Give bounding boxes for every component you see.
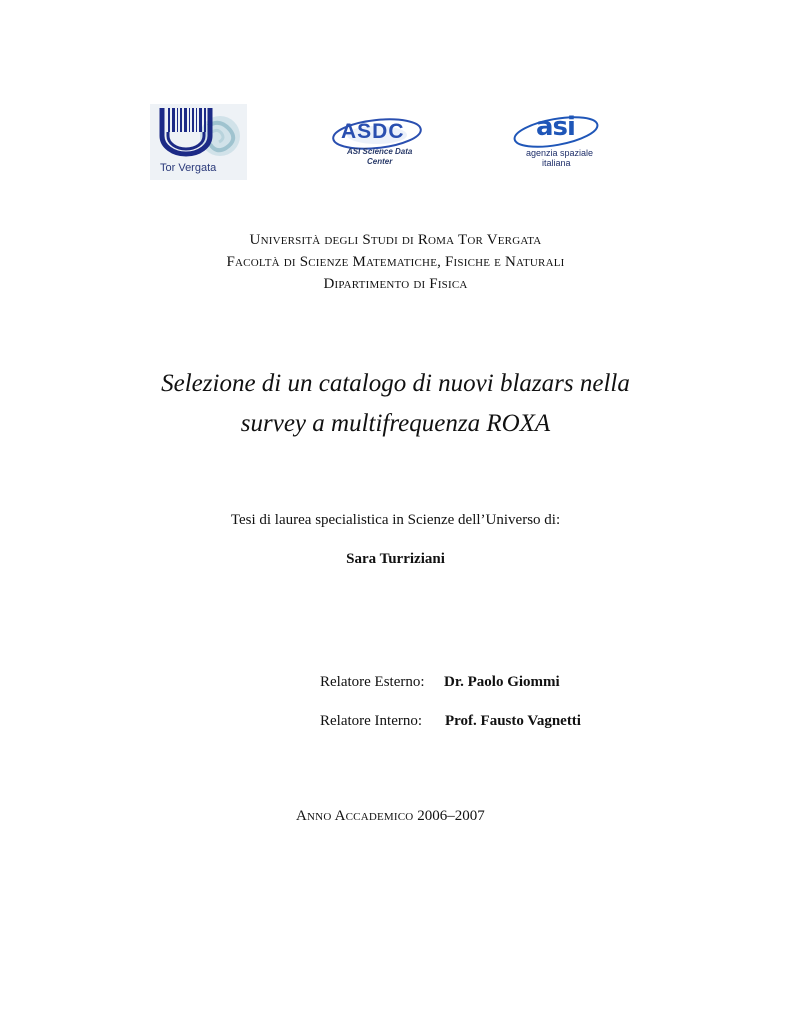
- internal-supervisor-label: Relatore Interno:: [320, 713, 423, 729]
- thesis-title-line1: Selezione di un catalogo di nuovi blazars nella: [161, 370, 630, 397]
- asi-mark: asi: [536, 112, 575, 142]
- tor-vergata-logo: [150, 104, 247, 180]
- university-name: Università degli Studi di Roma Tor Vergata: [249, 232, 542, 248]
- asi-line2: italiana: [542, 158, 571, 168]
- asi-line1: agenzia spaziale: [526, 148, 594, 158]
- faculty-name: Facoltà di Scienze Matematiche, Fisiche e Naturali: [226, 254, 565, 270]
- internal-supervisor-name: Prof. Fausto Vagnetti: [445, 713, 581, 729]
- asdc-line2: Center: [367, 157, 393, 166]
- asdc-acronym: ASDC: [341, 120, 405, 143]
- author-name: Sara Turriziani: [346, 551, 445, 567]
- academic-year-label: Anno Accademico: [296, 808, 414, 824]
- thesis-title-line2: survey a multifrequenza ROXA: [240, 410, 551, 437]
- degree-description: Tesi di laurea specialistica in Scienze dell’Universo di:: [230, 512, 561, 528]
- external-supervisor-row: [320, 674, 560, 691]
- academic-year-value: 2006–2007: [417, 808, 485, 824]
- asdc-logo: [331, 116, 424, 170]
- external-supervisor-name: Dr. Paolo Giommi: [444, 674, 560, 690]
- internal-supervisor-row: [320, 713, 581, 730]
- external-supervisor-label: Relatore Esterno:: [320, 674, 425, 690]
- asi-logo: [510, 114, 602, 172]
- asdc-line1: ASI Science Data: [347, 147, 413, 156]
- tor-vergata-caption: Tor Vergata: [160, 162, 217, 174]
- department-name: Dipartimento di Fisica: [323, 276, 468, 292]
- academic-year: [296, 808, 485, 825]
